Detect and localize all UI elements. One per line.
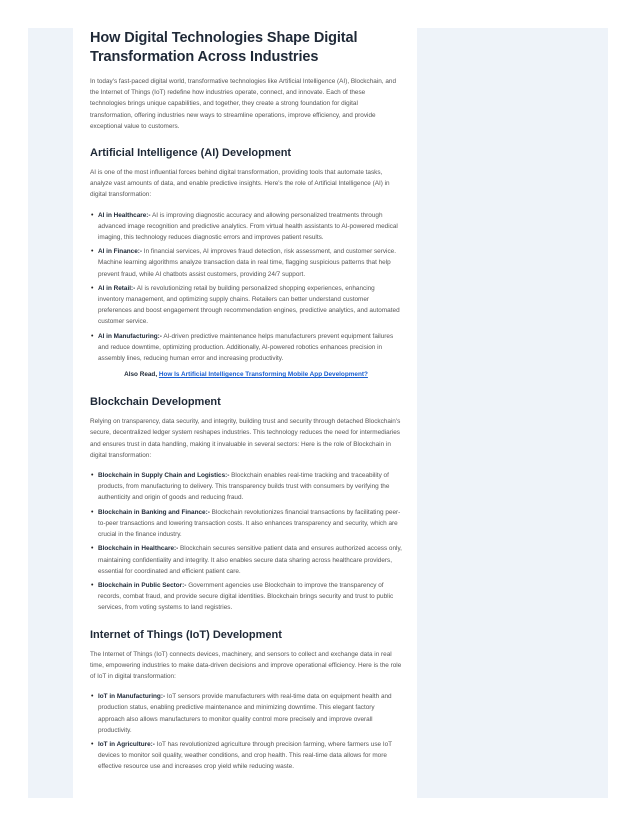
list-item: • Blockchain in Banking and Finance:- Blockchain revolutionizes financial transactions by facilitating peer-to-peer transactions and lowering transaction costs. It also enhances transparency and security, which are crucial in the finance industry. [91,508,401,539]
list-item: • Blockchain in Supply Chain and Logistics:- Blockchain enables real-time tracking and traceability of products, from manufacturing to delivery. This transparency builds trust with consumers by verifying the authenticity and origin of goods and reducing fraud. [91,472,390,502]
bullet-icon: • [91,545,94,553]
list-item: • Blockchain in Public Sector:- Government agencies use Blockchain to improve the transparency of records, combat fraud, and provide secure digital identities. Blockchain brings security and trust to public services, from voting systems to land registries. [91,581,394,612]
list-item: • AI in Retail:- AI is revolutionizing retail by building personalized shopping experiences, enhancing inventory management, and optimizing supply chains. Retailers can better understand customer preferences and boost engagement through recommendation engines, predictive analytics, and automated customer service. [91,284,400,326]
section-intro-ai: AI is one of the most influential forces behind digital transformation, providing tools that automate tasks, analyze vast amounts of data, and enable predictive insights. Here's the role of Artificial Intelligence (AI) in digital transformation: [90,169,390,199]
page-title: How Digital Technologies Shape Digital Transformation Across Industries [90,30,358,65]
right-sidebar-panel [417,28,608,798]
section-heading-ai: Artificial Intelligence (AI) Development [90,147,292,160]
list-item: • Blockchain in Healthcare:- Blockchain secures sensitive patient data and ensures authorized access only, maintaining confidentiality and integrity. It also enables secure data sharing across healthcare providers, essential for coordinated and efficient patient care. [91,545,402,575]
bullet-icon: • [91,211,94,219]
also-read-link[interactable]: How Is Artificial Intelligence Transforming Mobile App Development? [158,371,368,379]
list-item: • AI in Finance:- In financial services, AI improves fraud detection, risk assessment, and customer service. Machine learning algorithms analyze transaction data in real time, flagging suspicious patterns that help prevent fraud, while AI chatbots assist customers, providing 24/7 support. [91,248,396,278]
section-heading-blockchain: Blockchain Development [90,396,221,409]
section-intro-blockchain: Relying on transparency, data security, and integrity, building trust and security through detached Blockchain's secure, decentralized ledger system reshapes industries. This technology reduces the need for intermediaries and ensures trust in data handling, making it invaluable in several sectors: Here is the role of Blockchain in digital transformation: [90,418,401,459]
bullet-icon: • [91,508,94,516]
section-intro-iot: The Internet of Things (IoT) connects devices, machinery, and sensors to collect and exchange data in real time, empowering industries to make data-driven decisions and improve operational efficiency. Here is the role of IoT in digital transformation: [90,650,402,680]
also-read: Also Read, How Is Artificial Intelligence Transforming Mobile App Development? [124,371,368,379]
section-heading-iot: Internet of Things (IoT) Development [90,628,282,641]
list-item: • AI in Manufacturing:- AI-driven predictive maintenance helps manufacturers prevent equipment failures and reduce downtime, optimizing production. Additionally, AI-powered robotics enhances precision in assembly lines, reducing human error and increasing productivity. [91,332,394,363]
intro-paragraph: In today's fast-paced digital world, transformative technologies like Artificial Intelligence (AI), Blockchain, and the Internet of Things (IoT) redefine how industries operate, connect, and innovate. Each of these technologies brings unique capabilities, and together, they create a strong foundation for digital transformation, offering industries new ways to streamline operations, improve efficiency, and provide exceptional value to customers. [90,78,396,130]
bullet-icon: • [91,332,94,340]
left-sidebar-panel [28,28,73,798]
list-item: • AI in Healthcare:- AI is improving diagnostic accuracy and allowing personalized treatments through advanced image recognition and predictive analytics. From virtual health assistants to AI-powered medical imaging, this technology reduces diagnostic errors and improves patient results. [91,211,398,242]
bullet-icon: • [91,284,94,292]
iot-list [90,691,402,772]
blockchain-list [90,470,402,613]
list-item: • IoT in Agriculture:- IoT has revolutionized agriculture through precision farming, where farmers use IoT devices to monitor soil quality, weather conditions, and crop health. This real-time data allows for more effective resource use and increases crop yield while reducing waste. [91,740,392,771]
bullet-icon: • [91,693,94,701]
bullet-icon: • [91,472,94,480]
bullet-icon: • [91,248,94,256]
article [90,28,402,773]
list-item: • IoT in Manufacturing:- IoT sensors provide manufacturers with real-time data on equipment health and production status, enabling predictive maintenance and minimizing downtime. This elegant factory approach also allows manufacturers to monitor quality control more precisely and improve overall productivity. [91,693,392,734]
ai-list [90,210,402,365]
bullet-icon: • [91,581,94,589]
bullet-icon: • [91,740,94,748]
